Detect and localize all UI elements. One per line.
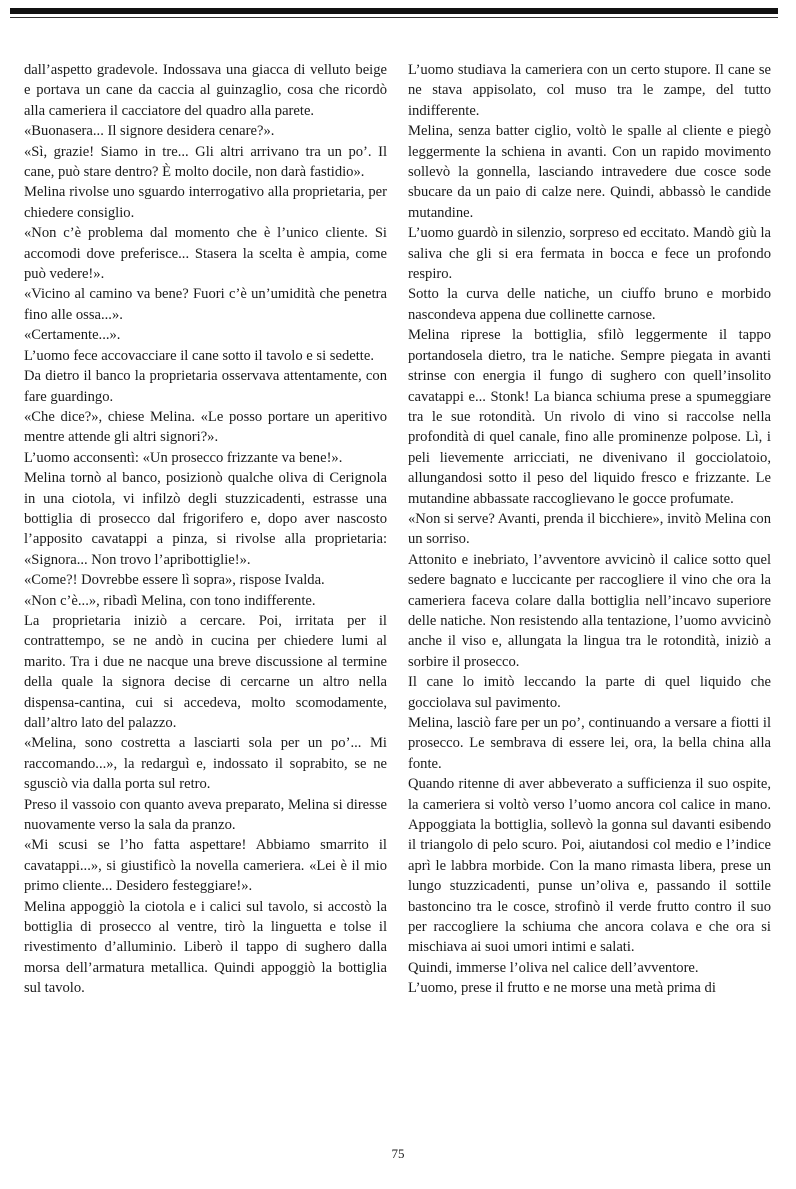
paragraph: L’uomo, prese il frutto e ne morse una metà prima di: [408, 980, 716, 997]
paragraph: Melina rivolse uno sguardo interrogativo alla proprietaria, per chiedere consiglio.: [24, 184, 387, 221]
left-column: [24, 60, 387, 999]
paragraph: dall’aspetto gradevole. Indossava una giacca di velluto beige e portava un cane da caccia al guinzaglio, cosa che ricordò alla cameriera il cacciatore del quadro alla parete.: [24, 62, 387, 119]
paragraph: Da dietro il banco la proprietaria osservava attentamente, con fare guardingo.: [24, 368, 387, 405]
paragraph: Sotto la curva delle natiche, un ciuffo bruno e morbido nascondeva appena due collinette carnose.: [408, 286, 771, 323]
header-rule-thin: [10, 17, 778, 18]
paragraph: L’uomo guardò in silenzio, sorpreso ed eccitato. Mandò giù la saliva che gli si era fermata in bocca e fece un profondo respiro.: [408, 225, 771, 283]
paragraph: «Non c’è...», ribadì Melina, con tono indifferente.: [24, 592, 316, 609]
paragraph: Melina, lasciò fare per un po’, continuando a versare a fiotti il prosecco. Le sembrava di essere lei, ora, la bella china alla fonte.: [408, 715, 771, 772]
paragraph: Melina tornò al banco, posizionò qualche oliva di Cerignola in una ciotola, vi infilzò degli stuzzicadenti, estrasse una bottiglia di prosecco dal frigorifero e, dopo aver nascosto l’apposito cavatappi a pinza, si rivolse alla proprietaria: «Signora... Non trovo l’apribottiglie!».: [24, 470, 387, 568]
paragraph: «Che dice?», chiese Melina. «Le posso portare un aperitivo mentre attende gli altri signori?».: [24, 408, 387, 446]
paragraph: «Certamente...».: [24, 327, 121, 344]
paragraph: Attonito e inebriato, l’avventore avvicinò il calice sotto quel sedere bagnato e luccicante per raccogliere il vino che ora la cameriera faceva colare dalla bottiglia nell’incavo superiore delle natiche. Non resistendo alla tentazione, l’uomo avvicinò anche il viso e, allungata la lingua tra le rotondità, iniziò a sorbire il prosecco.: [408, 551, 771, 670]
paragraph: «Vicino al camino va bene? Fuori c’è un’umidità che penetra fino alle ossa...».: [24, 286, 387, 323]
paragraph: «Sì, grazie! Siamo in tre... Gli altri arrivano tra un po’. Il cane, può stare dentro? È molto docile, non darà fastidio».: [24, 143, 387, 181]
paragraph: La proprietaria iniziò a cercare. Poi, irritata per il contrattempo, se ne andò in cucina per chiedere lumi al marito. Tra i due ne nacque una breve discussione al termine della quale la signora decise di cercarne un altro nella dispensa-cantina, cui si accedeva, molto scomodamente, dall’altro lato del palazzo.: [24, 612, 387, 731]
paragraph: L’uomo acconsentì: «Un prosecco frizzante va bene!».: [24, 449, 343, 466]
paragraph: «Come?! Dovrebbe essere lì sopra», rispose Ivalda.: [24, 572, 325, 589]
header-rule: [10, 8, 778, 14]
paragraph: L’uomo fece accovacciare il cane sotto il tavolo e si sedette.: [24, 347, 374, 364]
paragraph: Preso il vassoio con quanto aveva preparato, Melina si diresse nuovamente verso la sala da pranzo.: [24, 796, 387, 834]
paragraph: «Non c’è problema dal momento che è l’unico cliente. Si accomodi dove preferisce... Stasera la scelta è ampia, come può vedere!».: [24, 225, 387, 283]
paragraph: L’uomo studiava la cameriera con un certo stupore. Il cane se ne stava appisolato, col muso tra le zampe, del tutto indifferente.: [408, 62, 771, 119]
paragraph: «Buonasera... Il signore desidera cenare?».: [24, 123, 275, 140]
paragraph: Melina appoggiò la ciotola e i calici sul tavolo, si accostò la bottiglia di prosecco al ventre, tirò la linguetta e tolse il rivestimento d’alluminio. Liberò il tappo di sughero dalla morsa dell’armatura metallica. Quindi appoggiò la bottiglia sul tavolo.: [24, 898, 387, 997]
right-column: [408, 60, 771, 999]
paragraph: «Mi scusi se l’ho fatta aspettare! Abbiamo smarrito il cavatappi...», si giustificò la novella cameriera. «Lei è il mio primo cliente... Desidero festeggiare!».: [24, 837, 387, 895]
paragraph: «Non si serve? Avanti, prenda il bicchiere», invitò Melina con un sorriso.: [408, 510, 771, 548]
paragraph: Melina, senza batter ciglio, voltò le spalle al cliente e piegò leggermente la schiena in avanti. Con un rapido movimento sollevò la gonnella, lasciando intravedere due cosce sode sbucare da un paio di calze nere. Quindi, abbassò le candide mutandine.: [408, 123, 771, 221]
paragraph: Quando ritenne di aver abbeverato a sufficienza il suo ospite, la cameriera si voltò verso l’uomo ancora col calice in mano. Appoggiata la bottiglia, sollevò la gonna sul davanti esibendo il triangolo di pelo scuro. Poi, aiutandosi col medio e l’indice aprì le labbra morbide. Con la mano rimasta libera, prese un lungo stuzzicadenti, punse un’oliva e, passando il sottile bastoncino tra le cosce, strofinò il verde frutto contro il suo per raccogliere la schiuma che ancora colava e che ora si mischiava ai suoi umori intimi e salati.: [408, 776, 771, 956]
page-number: 75: [391, 1146, 405, 1161]
paragraph: «Melina, sono costretta a lasciarti sola per un po’... Mi raccomando...», la redarguì e, indossato il soprabito, se ne sgusciò via dalla porta sul retro.: [24, 735, 387, 793]
paragraph: Quindi, immerse l’oliva nel calice dell’avventore.: [408, 959, 699, 976]
paragraph: Melina riprese la bottiglia, sfilò leggermente il tappo portandosela dietro, tra le natiche. Sempre piegata in avanti strinse con energia il fungo di sughero con quell’insolito cavatappi e... Stonk! La bianca schiuma prese a spumeggiare tra le sue rotondità. Un rivolo di vino si raccolse nella profondità di quel canale, fino alle prominenze polpose. Lì, i peli lievemente arricciati, ne divenivano il gocciolatoio, allungandosi sotto il peso del liquido fresco e frizzante. Le mutandine abbassate raccoglievano le gocce profumate.: [408, 327, 771, 507]
paragraph: Il cane lo imitò leccando la parte di quel liquido che gocciolava sul pavimento.: [408, 674, 771, 711]
